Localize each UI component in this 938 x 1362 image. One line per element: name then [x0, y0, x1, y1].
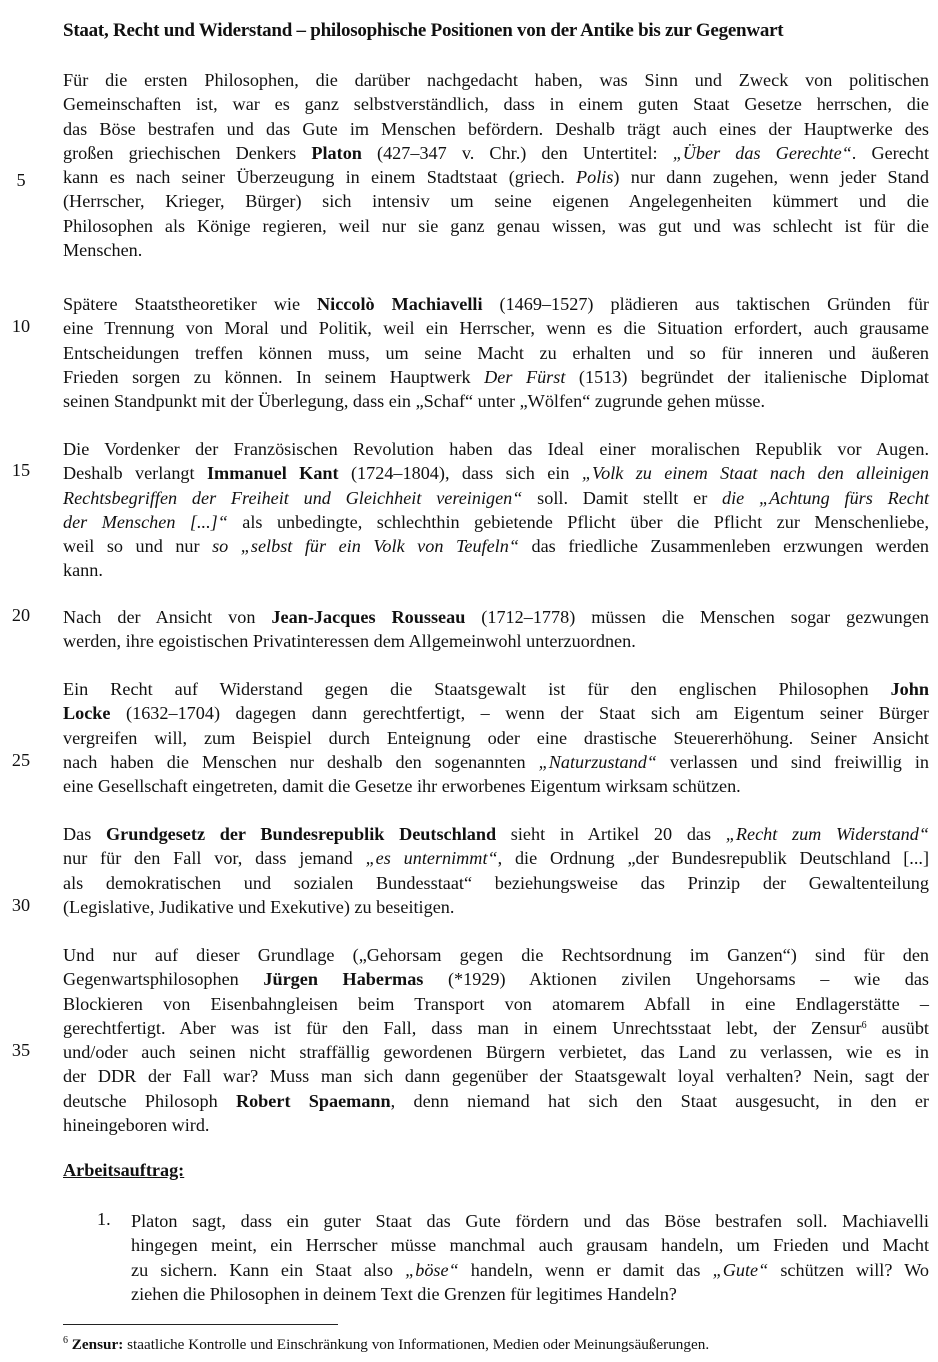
text-line: kann.: [63, 560, 103, 581]
footnote-term: Zensur:: [71, 1336, 124, 1353]
name-machiavelli: Niccolò Machiavelli: [317, 294, 483, 314]
line-number: 10: [11, 316, 31, 336]
text-line: eine Gesellschaft eingetreten, damit die Gesetze ihr erworbenes Eigentum wirksam schützen.: [63, 776, 741, 797]
footnote-ref[interactable]: 6: [861, 1019, 867, 1031]
text-line: das Böse bestrafen und das Gute im Menschen befördern. Deshalb trägt auch eines der Hauptwerke des: [63, 118, 929, 139]
text-line: großen griechischen Denkers Platon (427–347 v. Chr.) den Untertitel: „Über das Gerechte“. Gerecht: [63, 142, 930, 163]
text-line: eine Trennung von Moral und Politik, weil ein Herrscher, wenn es die Situation erfordert, auch grausame: [63, 318, 929, 339]
name-kant: Immanuel Kant: [206, 463, 339, 484]
text-line: Spätere Staatstheoretiker wie Niccolò Machiavelli (1469–1527) plädieren aus taktischen Gründen für: [63, 294, 929, 314]
name-habermas: Jürgen Habermas: [263, 969, 424, 990]
text-line: Frieden sorgen zu können. In seinem Hauptwerk Der Fürst (1513) begründet der italienische Diplomat: [63, 366, 929, 387]
line-number: 5: [16, 170, 26, 190]
footnote: [63, 1336, 709, 1354]
text-line: (Legislative, Judikative und Exekutive) zu beseitigen.: [63, 896, 455, 917]
text-line: Das Grundgesetz der Bundesrepublik Deutschland sieht in Artikel 20 das „Recht zum Widerstand“: [63, 824, 929, 844]
text-line: Die Vordenker der Französischen Revolution haben das Ideal einer moralischen Republik vor Augen.: [63, 439, 929, 459]
text-line: Blockieren von Eisenbahngleisen beim Transport von atomarem Abfall in eine Endlagerstätte –: [63, 993, 929, 1014]
footnote-text: staatliche Kontrolle und Einschränkung von Informationen, Medien oder Meinungsäußerungen.: [123, 1336, 710, 1353]
text-line: Locke (1632–1704) dagegen dann gerechtfertigt, – wenn der Staat sich am Eigentum seiner Bürger: [63, 703, 929, 724]
text-line: werden, ihre egoistischen Privatinteressen dem Allgemeinwohl unterzuordnen.: [63, 631, 636, 652]
name-locke: John: [890, 679, 929, 699]
text-line: weil so und nur so „selbst für ein Volk von Teufeln“ das friedliche Zusammenleben erzwungen werden: [63, 536, 929, 557]
text-line: seinen Standpunkt mit der Überlegung, dass ein „Schaf“ unter „Wölfen“ zugrunde gehen müsse.: [63, 391, 766, 412]
text-line: gerechtfertigt. Aber was ist für den Fall, dass man in einem Unrechtsstaat lebt, der Zensur$^6$ ausübt: [63, 1017, 929, 1038]
paragraph-rousseau: [63, 605, 929, 654]
text-line: Nach der Ansicht von Jean-Jacques Rousseau (1712–1778) müssen die Menschen sogar gezwungen: [63, 607, 930, 627]
text-line: Für die ersten Philosophen, die darüber nachgedacht haben, was Sinn und Zweck von politischen: [63, 70, 929, 90]
text-line: als demokratischen und sozialen Bundesstaat“ beziehungsweise das Prinzip der Gewaltenteilung: [63, 872, 929, 893]
paragraph-platon: [63, 68, 929, 262]
paragraph-locke: [63, 677, 929, 798]
text-line: Gegenwartsphilosophen Jürgen Habermas (*1929) Aktionen zivilen Ungehorsams – wie das: [63, 969, 930, 990]
name-platon: Platon: [311, 142, 362, 163]
text-line: Philosophen als Könige regieren, weil nur sie ganz genau wissen, was gut und was schlecht ist für die: [63, 215, 929, 236]
text-line: Deshalb verlangt Immanuel Kant (1724–1804), dass sich ein „Volk zu einem Staat nach den alleinigen: [63, 463, 930, 484]
name-grundgesetz: Grundgesetz der Bundesrepublik Deutschland: [106, 824, 497, 844]
text-line: Entscheidungen treffen können muss, um seine Macht zu erhalten und so für inneren und äußeren: [63, 342, 929, 363]
task-item: [131, 1209, 929, 1306]
text-line: deutsche Philosoph Robert Spaemann, denn niemand hat sich den Staat ausgesucht, in den er: [63, 1090, 929, 1111]
line-number: 20: [11, 605, 31, 625]
line-number: 30: [11, 895, 31, 915]
text-line: (Herrscher, Krieger, Bürger) sich intensiv um seine eigenen Angelegenheiten kümmert und die: [63, 191, 929, 212]
text-line: der Menschen [...]“ als unbedingte, schlechthin gebietende Pflicht über die Pflicht zur Menschenliebe,: [63, 511, 929, 532]
task-number: 1.: [97, 1209, 111, 1229]
text-line: Ein Recht auf Widerstand gegen die Staatsgewalt ist für den englischen Philosophen John: [63, 679, 929, 699]
text-line: nur für den Fall vor, dass jemand „es unternimmt“, die Ordnung „der Bundesrepublik Deutschland [...]: [63, 848, 929, 869]
line-number: 25: [11, 750, 31, 770]
paragraph-grundgesetz: [63, 822, 929, 919]
footnote-divider: [63, 1324, 338, 1325]
text-line: Menschen.: [63, 240, 143, 261]
text-line: hingegen meint, ein Herrscher müsse manchmal auch grausam handeln, um Frieden und Macht: [131, 1235, 929, 1256]
text-line: nach haben die Menschen nur deshalb den sogenannten „Naturzustand“ verlassen und sind freiwillig in: [63, 751, 929, 772]
text-line: kann es nach seiner Überzeugung in einem Stadtstaat (griech. Polis) nur dann zugehen, wenn jeder Stand: [63, 167, 929, 188]
text-line: Und nur auf dieser Grundlage („Gehorsam gegen die Rechtsordnung im Ganzen“) sind für den: [63, 945, 929, 965]
text-line: vergreifen will, zum Beispiel durch Enteignung oder eine drastische Steuererhöhung. Seiner Ansicht: [63, 727, 929, 748]
text-line: Gemeinschaften ist, war es ganz selbstverständlich, dass in einem guten Staat Gesetze herrschen, die: [63, 94, 929, 115]
text-line: und/oder auch seinen nicht straffällig gewordenen Bürgern verbietet, das Land zu verlassen, wie es in: [63, 1042, 929, 1063]
paragraph-habermas: [63, 943, 929, 1137]
name-spaemann: Robert Spaemann: [235, 1090, 391, 1111]
line-number: 35: [11, 1040, 31, 1060]
footnote-mark: 6: [63, 1335, 68, 1346]
text-line: Rechtsbegriffen der Freiheit und Gleichheit vereinigen“ soll. Damit stellt er die „Achtung fürs Recht: [63, 487, 929, 508]
name-rousseau: Jean-Jacques Rousseau: [271, 607, 466, 627]
text-line: hineingeboren wird.: [63, 1115, 210, 1136]
line-number: 15: [11, 460, 31, 480]
paragraph-machiavelli: [63, 292, 929, 413]
text-line: Platon sagt, dass ein guter Staat das Gute fördern und das Böse bestrafen soll. Machiavelli: [131, 1211, 929, 1231]
text-line: ziehen die Philosophen in deinem Text die Grenzen für legitimes Handeln?: [131, 1283, 677, 1304]
text-line: zu sichern. Kann ein Staat also „böse“ handeln, wenn er damit das „Gute“ schützen will? Wo: [131, 1259, 929, 1280]
text-line: der DDR der Fall war? Muss man sich dann gegenüber der Staatsgewalt loyal verhalten? Nein, sagt der: [63, 1066, 929, 1087]
paragraph-kant: [63, 437, 929, 583]
page-title: Staat, Recht und Widerstand – philosophische Positionen von der Antike bis zur Gegenwart: [63, 20, 784, 41]
task-heading: Arbeitsauftrag:: [63, 1160, 185, 1180]
quote: „Über das Gerechte“: [672, 142, 852, 163]
